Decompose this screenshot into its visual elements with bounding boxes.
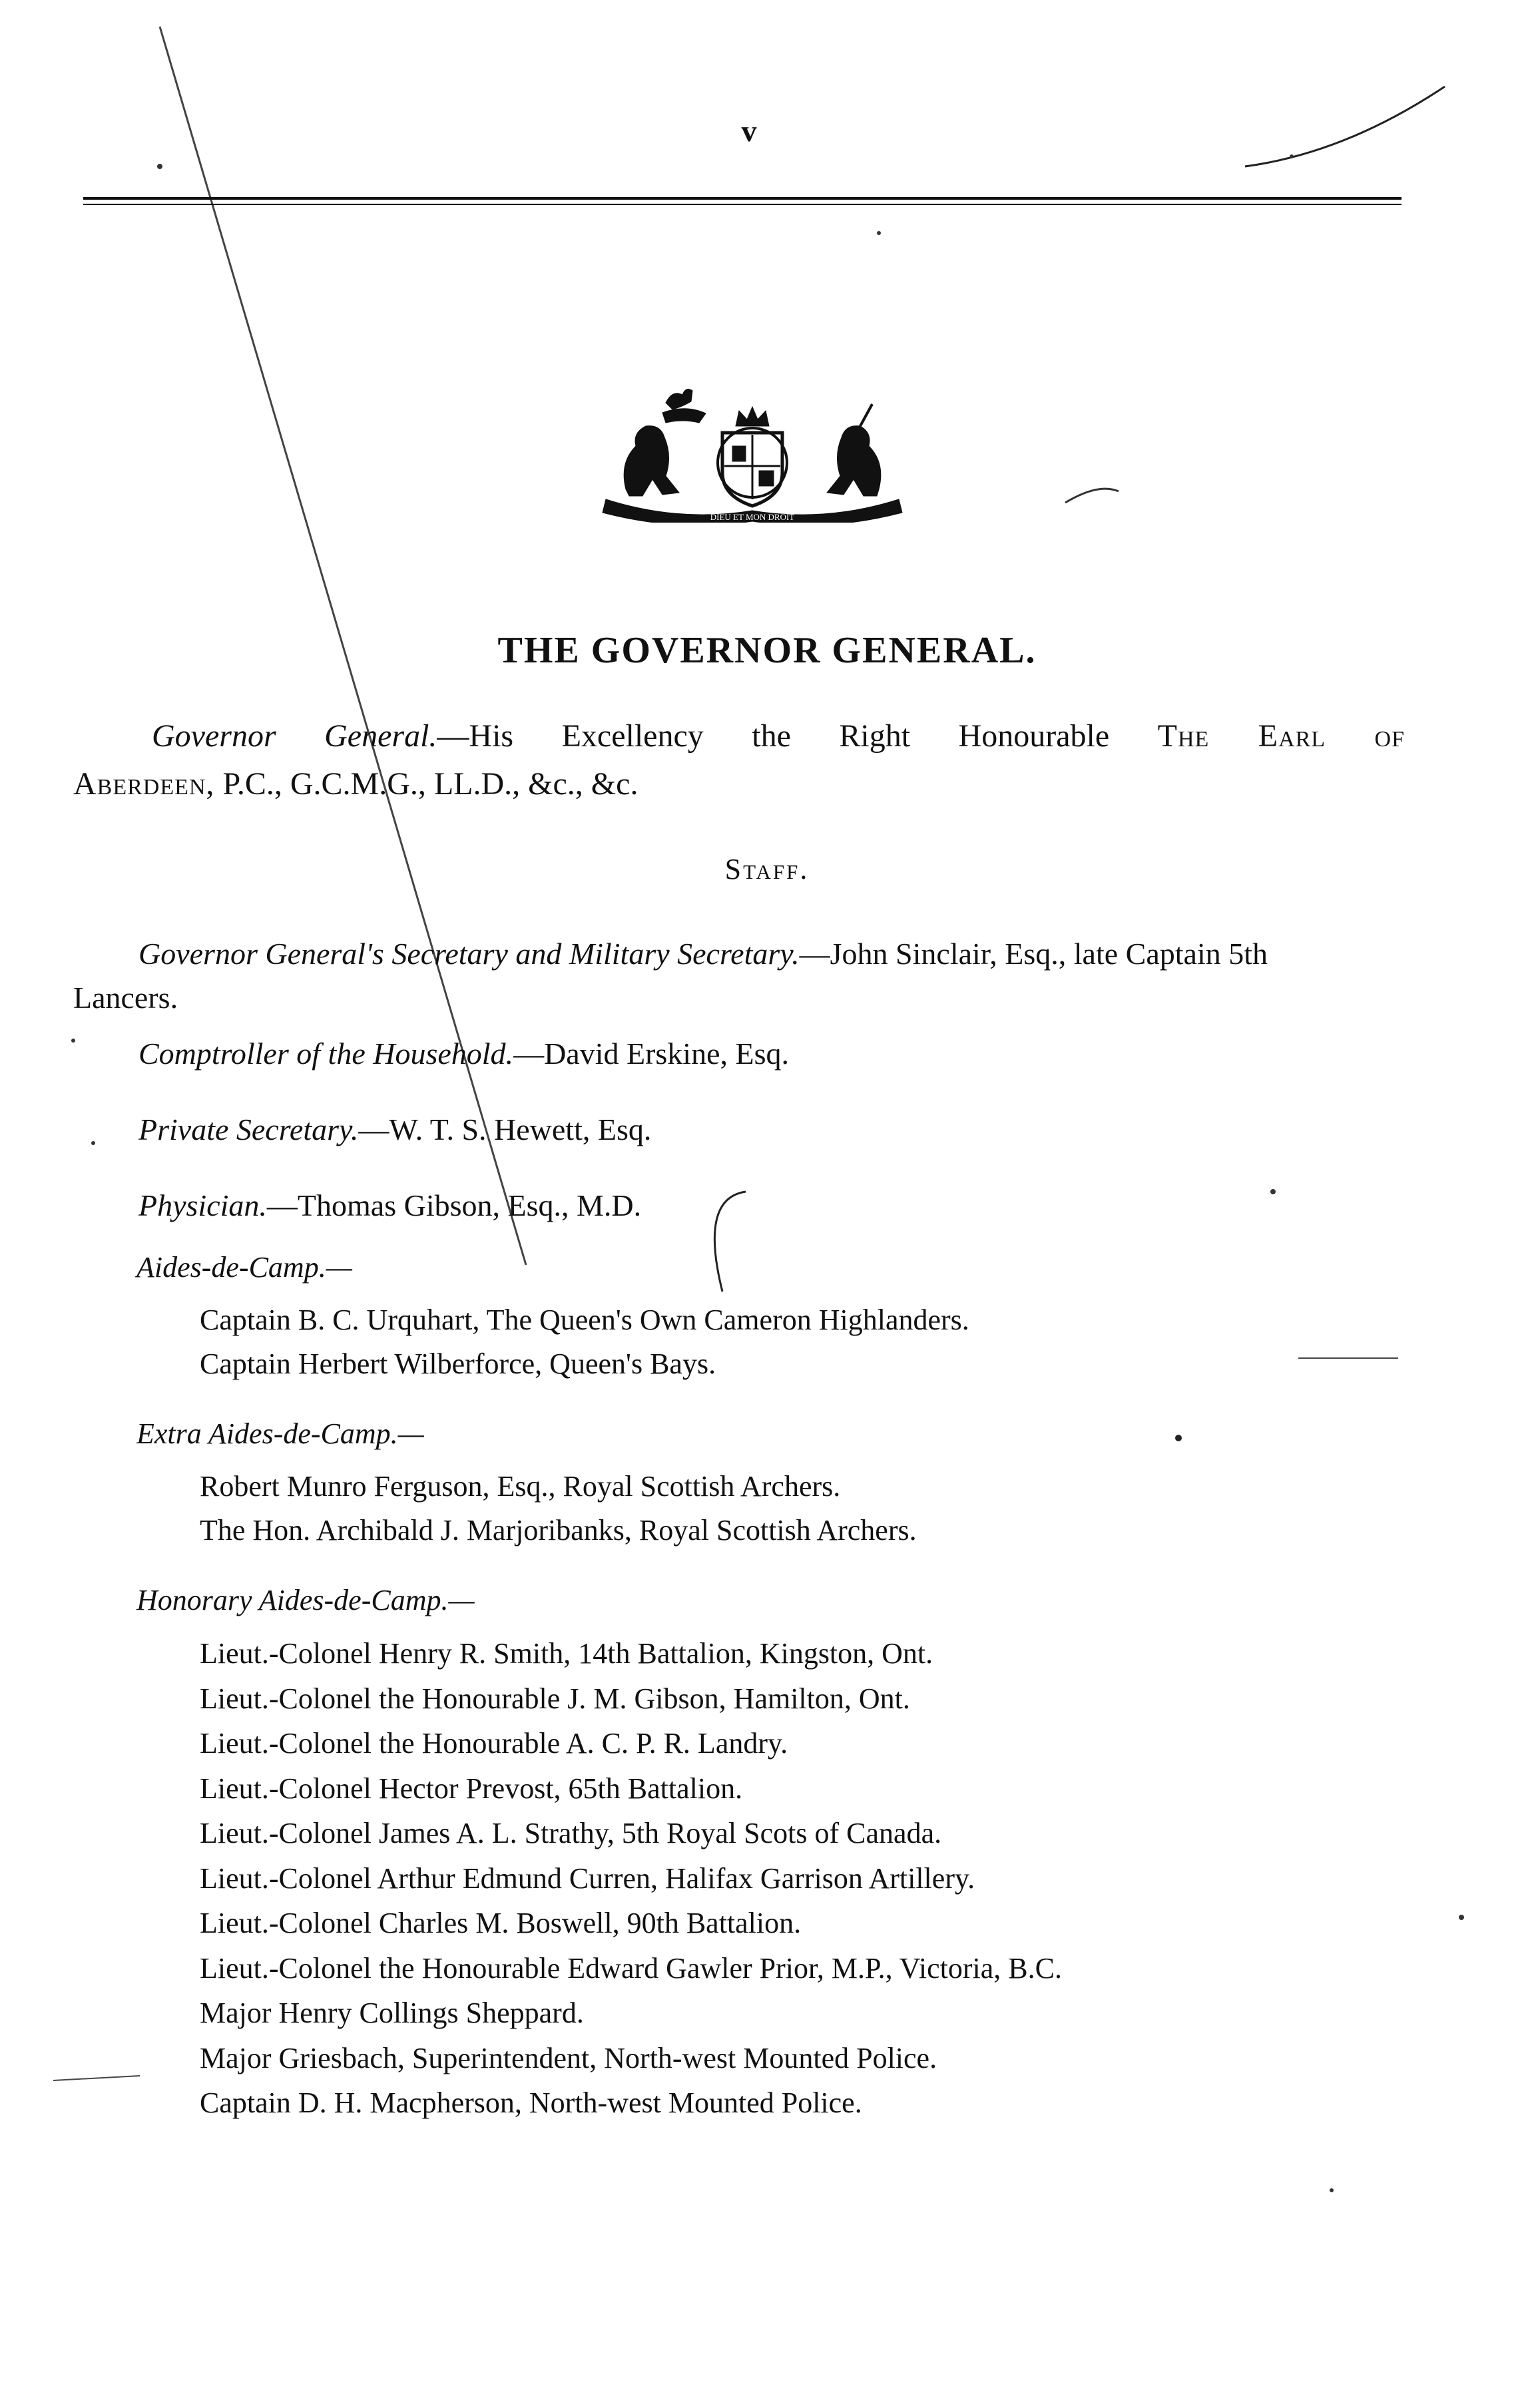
list-item: Lieut.-Colonel the Honourable J. M. Gibson, Hamilton, Ont. [200, 1682, 910, 1715]
staff-entry-secretary [73, 932, 1405, 1020]
staff-holder: —Thomas Gibson, Esq., M.D. [266, 1188, 642, 1222]
staff-role: Physician. [138, 1188, 267, 1222]
staff-heading: Staff. [724, 853, 810, 885]
staff-role: Governor General's Secretary and Military Secretary. [138, 937, 800, 971]
list-item: Lieut.-Colonel Hector Prevost, 65th Battalion. [200, 1772, 743, 1805]
crest-motto: DIEU ET MON DROIT [710, 512, 795, 522]
governor-general-label: Governor General. [152, 718, 437, 754]
list-item: Captain Herbert Wilberforce, Queen's Bays. [200, 1347, 716, 1380]
aides-de-camp-heading: Aides-de-Camp.— [136, 1251, 352, 1284]
list-item: Lieut.-Colonel Arthur Edmund Curren, Halifax Garrison Artillery. [200, 1861, 975, 1895]
honorary-aides-de-camp-heading: Honorary Aides-de-Camp.— [136, 1584, 475, 1616]
staff-entry-private-secretary [73, 1108, 1405, 1152]
list-item: Major Griesbach, Superintendent, North-west Mounted Police. [200, 2041, 937, 2074]
royal-coat-of-arms-icon [599, 363, 905, 523]
governor-general-honours: P.C., G.C.M.G., LL.D., &c., &c. [222, 766, 639, 802]
staff-role: Private Secretary. [138, 1112, 359, 1146]
list-item: Lieut.-Colonel the Honourable A. C. P. R. Landry. [200, 1727, 788, 1760]
page-number: v [741, 114, 757, 148]
staff-entry-physician [73, 1184, 1405, 1228]
governor-general-entry-continued [73, 760, 1405, 808]
staff-entry-comptroller [73, 1032, 1405, 1076]
governor-general-entry [73, 712, 1405, 760]
list-item: Lieut.-Colonel Henry R. Smith, 14th Battalion, Kingston, Ont. [200, 1637, 933, 1670]
governor-general-title: The Earl of [1157, 718, 1406, 754]
list-item: The Hon. Archibald J. Marjoribanks, Royal Scottish Archers. [200, 1514, 917, 1547]
governor-general-text: —His Excellency the Right Honourable [437, 718, 1110, 754]
staff-holder: —W. T. S. Hewett, Esq. [358, 1112, 652, 1146]
staff-holder-continuation: Lancers. [73, 981, 178, 1015]
page-title: THE GOVERNOR GENERAL. [497, 630, 1037, 671]
staff-holder: —David Erskine, Esq. [513, 1037, 789, 1071]
list-item: Lieut.-Colonel the Honourable Edward Gawler Prior, M.P., Victoria, B.C. [200, 1951, 1062, 1985]
list-item: Lieut.-Colonel James A. L. Strathy, 5th Royal Scots of Canada. [200, 1817, 942, 1849]
extra-aides-de-camp-heading: Extra Aides-de-Camp.— [136, 1417, 424, 1450]
governor-general-name: Aberdeen, [73, 766, 215, 802]
aides-de-camp-list [200, 1298, 1398, 1386]
honorary-aides-de-camp-list [200, 1631, 1398, 2124]
extra-aides-de-camp-list [200, 1465, 1398, 1553]
list-item: Major Henry Collings Sheppard. [200, 1997, 584, 2029]
list-item: Captain D. H. Macpherson, North-west Mounted Police. [200, 2086, 862, 2119]
list-item: Robert Munro Ferguson, Esq., Royal Scottish Archers. [200, 1470, 841, 1503]
header-rule-thin [83, 204, 1402, 205]
staff-role: Comptroller of the Household. [138, 1037, 514, 1071]
staff-holder: —John Sinclair, Esq., late Captain 5th [799, 937, 1268, 971]
header-rule [83, 197, 1402, 200]
list-item: Lieut.-Colonel Charles M. Boswell, 90th Battalion. [200, 1907, 802, 1939]
list-item: Captain B. C. Urquhart, The Queen's Own Cameron Highlanders. [200, 1304, 969, 1336]
